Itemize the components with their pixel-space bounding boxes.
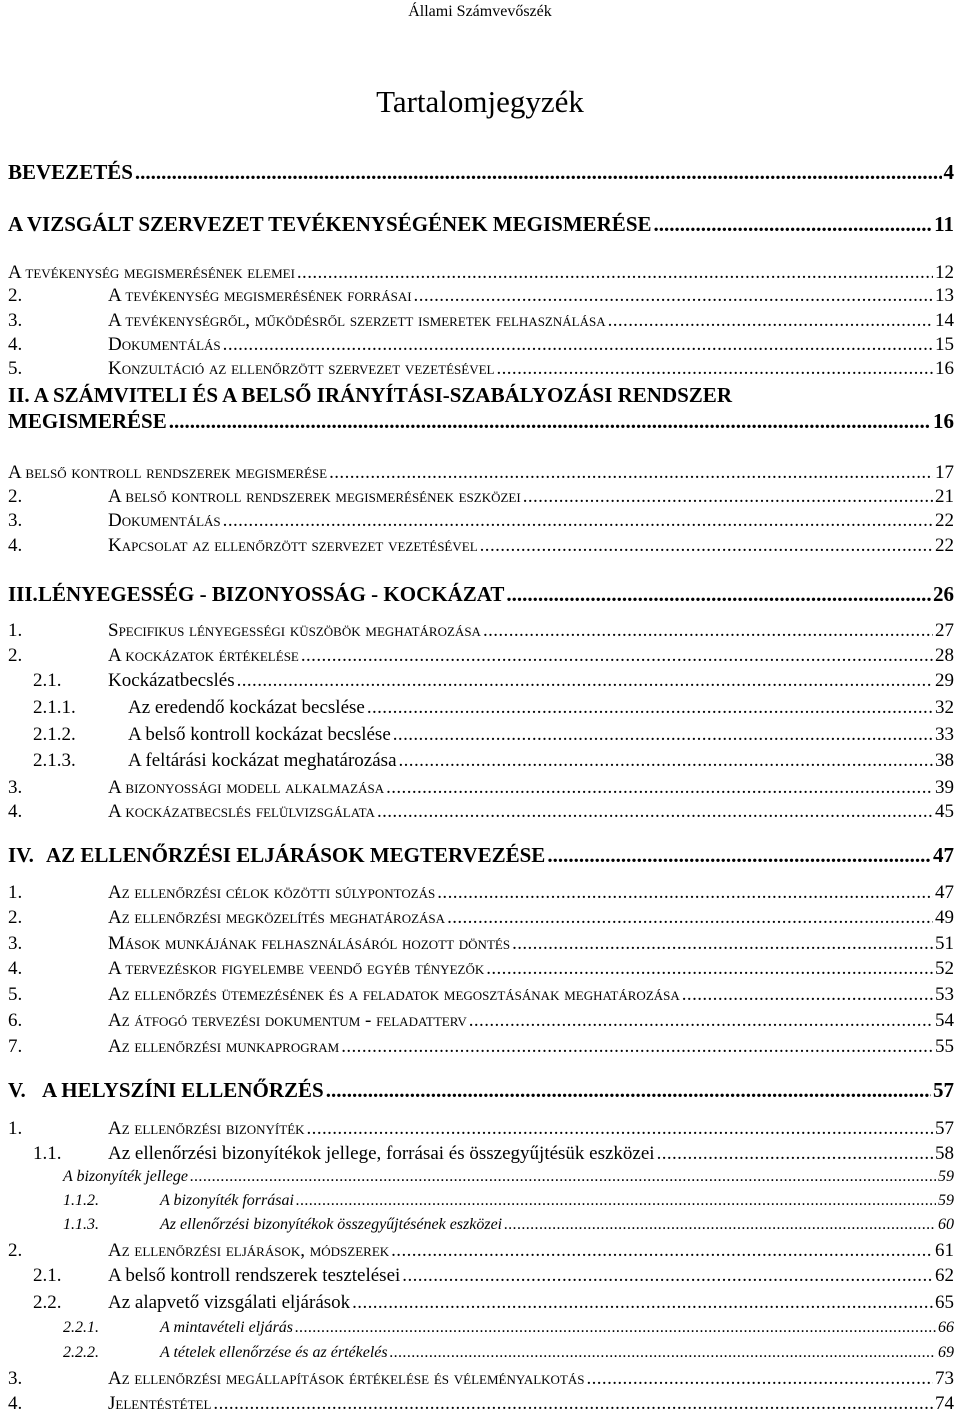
toc-page-number: 16 (933, 409, 954, 433)
toc-number: 1. (8, 620, 23, 641)
dot-leader (682, 984, 933, 1006)
toc-page-number: 38 (935, 750, 954, 771)
dot-leader (447, 907, 933, 929)
toc-entry[interactable] (8, 582, 954, 607)
toc-title: A mintavételi eljárás (160, 1319, 294, 1336)
toc-page-number: 17 (935, 462, 954, 483)
toc-entry[interactable] (8, 1036, 954, 1058)
toc-number: II. (8, 383, 34, 407)
dot-leader (377, 801, 933, 823)
toc-title: A belső kontroll rendszerek megismerésének eszközei (108, 486, 521, 507)
toc-page-number: 69 (938, 1344, 954, 1361)
toc-number: 4. (8, 535, 23, 556)
page-header: Állami Számvevőszék (408, 3, 552, 20)
toc-page-number: 57 (933, 1078, 954, 1102)
toc-title: Az ellenőrzési bizonyítékok jellege, forrásai és összegyűjtésük eszközei (108, 1143, 655, 1164)
toc-number: 1.1. (33, 1143, 62, 1164)
toc-page-number: 45 (935, 801, 954, 822)
toc-entry[interactable] (33, 1143, 954, 1165)
toc-title: Az ellenőrzési megállapítások értékelése és véleményalkotás (108, 1368, 585, 1389)
dot-leader (390, 1344, 936, 1362)
dot-leader (352, 1292, 933, 1314)
toc-number: 5. (8, 358, 23, 379)
toc-title: Az alapvető vizsgálati eljárások (108, 1292, 351, 1313)
dot-leader (301, 645, 933, 667)
dot-leader (295, 1319, 936, 1337)
toc-entry[interactable] (33, 1292, 954, 1314)
dot-leader (486, 958, 933, 980)
dot-leader (297, 262, 933, 284)
toc-title: Kapcsolat az ellenőrzött szervezet vezetésével (108, 535, 478, 556)
toc-title: A tevékenység megismerésének forrásai (108, 285, 412, 306)
toc-page-number: 27 (935, 620, 954, 641)
dot-leader (386, 777, 933, 799)
toc-title: Specifikus lényegességi küszöbök meghatározása (108, 620, 481, 641)
toc-number: 5. (8, 984, 23, 1005)
toc-page-number: 73 (935, 1368, 954, 1389)
toc-page-number: 57 (935, 1118, 954, 1139)
toc-page-number: 21 (935, 486, 954, 507)
toc-entry[interactable] (8, 801, 954, 823)
toc-page-number: 14 (935, 310, 954, 331)
toc-page-number: 51 (935, 933, 954, 954)
toc-number: 1.1.2. (63, 1192, 99, 1209)
toc-page-number: 16 (935, 358, 954, 379)
toc-entry[interactable] (8, 958, 954, 980)
dot-leader (307, 1118, 933, 1140)
toc-heading-line (8, 383, 954, 408)
dot-leader (326, 1078, 931, 1103)
toc-title: A SZÁMVITELI ÉS A BELSŐ IRÁNYÍTÁSI-SZABÁLYOZÁSI RENDSZER (33, 383, 732, 407)
dot-leader (506, 582, 931, 607)
toc-number: 2.1.1. (33, 697, 76, 718)
dot-leader (190, 1168, 936, 1186)
toc-entry[interactable] (33, 750, 954, 772)
toc-page-number: 65 (935, 1292, 954, 1313)
dot-leader (657, 1143, 933, 1165)
toc-entry[interactable] (8, 160, 954, 185)
toc-title: LÉNYEGESSÉG - BIZONYOSSÁG - KOCKÁZAT (38, 582, 505, 606)
toc-title: Dokumentálás (108, 510, 221, 531)
toc-entry[interactable] (33, 670, 954, 692)
toc-entry[interactable] (63, 1344, 954, 1362)
toc-entry[interactable] (8, 843, 954, 868)
toc-page-number: 59 (938, 1168, 954, 1185)
toc-entry[interactable] (8, 262, 954, 284)
toc-entry[interactable] (8, 212, 954, 237)
toc-entry[interactable] (8, 882, 954, 904)
toc-entry[interactable] (8, 1118, 954, 1140)
toc-entry[interactable] (8, 1240, 954, 1262)
toc-page-number: 47 (935, 882, 954, 903)
toc-title: A tervezéskor figyelembe veendő egyéb tényezők (108, 958, 485, 979)
toc-number: 3. (8, 1368, 23, 1389)
toc-page-number: 13 (935, 285, 954, 306)
dot-leader (213, 1393, 933, 1415)
dot-leader (414, 285, 933, 307)
toc-page-number: 47 (933, 843, 954, 867)
dot-leader (469, 1010, 933, 1032)
dot-leader (504, 1216, 936, 1234)
toc-title: A bizonyossági modell alkalmazása (108, 777, 385, 798)
toc-entry[interactable] (33, 697, 954, 719)
toc-title: Kockázatbecslés (108, 670, 235, 691)
toc-page-number: 61 (935, 1240, 954, 1261)
page-title: Tartalomjegyzék (376, 84, 584, 119)
toc-number: 3. (8, 933, 23, 954)
toc-entry[interactable] (8, 358, 954, 380)
toc-entry[interactable] (33, 724, 954, 746)
toc-entry[interactable] (63, 1192, 954, 1210)
toc-number: 2. (8, 486, 23, 507)
toc-page-number: 11 (934, 212, 954, 236)
toc-title: Az ellenőrzési megközelítés meghatározása (108, 907, 446, 928)
toc-title: A belső kontroll rendszerek tesztelései (108, 1265, 401, 1286)
toc-number: V. (8, 1078, 26, 1102)
toc-entry[interactable] (8, 777, 954, 799)
toc-number: 4. (8, 958, 23, 979)
toc-entry[interactable] (8, 620, 954, 642)
toc-entry[interactable] (8, 933, 954, 955)
toc-title: Az ellenőrzési bizonyítékok összegyűjtésének eszközei (160, 1216, 503, 1233)
toc-page-number: 62 (935, 1265, 954, 1286)
toc-entry[interactable] (8, 334, 954, 356)
toc-title: AZ ELLENŐRZÉSI ELJÁRÁSOK MEGTERVEZÉSE (46, 843, 546, 867)
toc-page-number: 58 (935, 1143, 954, 1164)
dot-leader (402, 1265, 933, 1287)
toc-title: A bizonyíték forrásai (160, 1192, 294, 1209)
toc-page-number: 59 (938, 1192, 954, 1209)
toc-number: 2.1. (33, 1265, 62, 1286)
toc-title: Mások munkájának felhasználásáról hozott döntés (108, 933, 511, 954)
toc-number: 3. (8, 310, 23, 331)
toc-number: 2. (8, 1240, 23, 1261)
toc-title: MEGISMERÉSE (8, 409, 167, 433)
dot-leader (523, 486, 933, 508)
toc-title: A feltárási kockázat meghatározása (128, 750, 397, 771)
toc-number: 2.2. (33, 1292, 62, 1313)
toc-entry[interactable] (8, 462, 954, 484)
toc-page-number: 4 (943, 160, 954, 184)
toc-page-number: 60 (938, 1216, 954, 1233)
toc-title: A belső kontroll rendszerek megismerése (8, 462, 328, 483)
toc-number: 6. (8, 1010, 23, 1031)
toc-number: 7. (8, 1036, 23, 1057)
toc-page-number: 66 (938, 1319, 954, 1336)
dot-leader (586, 1368, 933, 1390)
toc-entry[interactable] (8, 907, 954, 929)
toc-title: Jelentéstétel (108, 1393, 212, 1414)
toc-number: 2. (8, 907, 23, 928)
dot-leader (480, 535, 933, 557)
toc-page-number: 53 (935, 984, 954, 1005)
toc-page-number: 26 (933, 582, 954, 606)
toc-number: 1. (8, 1118, 23, 1139)
toc-page-number: 22 (935, 510, 954, 531)
toc-entry[interactable] (8, 1078, 954, 1103)
toc-number: 4. (8, 801, 23, 822)
toc-title: A bizonyíték jellege (63, 1168, 188, 1185)
toc-title: Az ellenőrzés ütemezésének és a feladatok megosztásának meghatározása (108, 984, 680, 1005)
toc-page-number: 52 (935, 958, 954, 979)
toc-page-number: 12 (935, 262, 954, 283)
dot-leader (483, 620, 933, 642)
toc-title: Dokumentálás (108, 334, 221, 355)
toc-page-number: 39 (935, 777, 954, 798)
toc-number: 2.2.1. (63, 1319, 99, 1336)
toc-number: 4. (8, 334, 23, 355)
toc-entry[interactable] (63, 1319, 954, 1337)
toc-number: 3. (8, 510, 23, 531)
dot-leader (223, 334, 933, 356)
toc-title: Az ellenőrzési munkaprogram (108, 1036, 340, 1057)
dot-leader (393, 724, 933, 746)
dot-leader (391, 1240, 933, 1262)
dot-leader (329, 462, 933, 484)
toc-number: 2.1.2. (33, 724, 76, 745)
toc-entry[interactable] (8, 1393, 954, 1415)
toc-entry[interactable] (8, 1010, 954, 1032)
dot-leader (547, 843, 931, 868)
toc-page-number: 15 (935, 334, 954, 355)
dot-leader (135, 160, 942, 185)
toc-title: A tevékenység megismerésének elemei (8, 262, 295, 283)
toc-entry[interactable] (8, 486, 954, 508)
toc-number: III. (8, 582, 38, 606)
toc-page-number: 28 (935, 645, 954, 666)
toc-page-number: 54 (935, 1010, 954, 1031)
toc-page-number: 49 (935, 907, 954, 928)
toc-entry[interactable] (8, 1368, 954, 1390)
toc-title: BEVEZETÉS (8, 160, 133, 184)
toc-title: Az ellenőrzési bizonyíték (108, 1118, 305, 1139)
toc-page-number: 29 (935, 670, 954, 691)
toc-entry[interactable] (8, 409, 954, 434)
dot-leader (341, 1036, 933, 1058)
toc-title: A tételek ellenőrzése és az értékelés (160, 1344, 388, 1361)
dot-leader (654, 212, 933, 237)
toc-number: 1. (8, 882, 23, 903)
toc-title: A belső kontroll kockázat becslése (128, 724, 391, 745)
toc-number: 4. (8, 1393, 23, 1414)
toc-entry[interactable] (8, 984, 954, 1006)
dot-leader (223, 510, 933, 532)
toc-title: Az átfogó tervezési dokumentum - feladatterv (108, 1010, 467, 1031)
toc-page-number: 55 (935, 1036, 954, 1057)
toc-number: 2.2.2. (63, 1344, 99, 1361)
dot-leader (237, 670, 933, 692)
dot-leader (296, 1192, 936, 1210)
toc-title: Az eredendő kockázat becslése (128, 697, 365, 718)
toc-number: IV. (8, 843, 34, 867)
toc-entry[interactable] (8, 310, 954, 332)
toc-number: 2. (8, 285, 23, 306)
toc-title: A kockázatok értékelése (108, 645, 299, 666)
toc-page-number: 74 (935, 1393, 954, 1414)
toc-title: Konzultáció az ellenőrzött szervezet vezetésével (108, 358, 495, 379)
toc-title: Az ellenőrzési célok közötti súlypontozás (108, 882, 436, 903)
toc-title: Az ellenőrzési eljárások, módszerek (108, 1240, 390, 1261)
toc-entry[interactable] (8, 285, 954, 307)
toc-number: 3. (8, 777, 23, 798)
toc-page-number: 22 (935, 535, 954, 556)
toc-entry[interactable] (33, 1265, 954, 1287)
toc-title: A tevékenységről, működésről szerzett ismeretek felhasználása (108, 310, 606, 331)
dot-leader (496, 358, 933, 380)
toc-title: A kockázatbecslés felülvizsgálata (108, 801, 375, 822)
toc-entry[interactable] (8, 645, 954, 667)
toc-number: 2. (8, 645, 23, 666)
toc-entry[interactable] (63, 1216, 954, 1234)
toc-title: A HELYSZÍNI ELLENŐRZÉS (42, 1078, 324, 1102)
dot-leader (608, 310, 933, 332)
toc-number: 2.1.3. (33, 750, 76, 771)
dot-leader (367, 697, 933, 719)
toc-title: A VIZSGÁLT SZERVEZET TEVÉKENYSÉGÉNEK MEGISMERÉSE (8, 212, 652, 236)
dot-leader (437, 882, 933, 904)
dot-leader (512, 933, 933, 955)
toc-number: 2.1. (33, 670, 62, 691)
toc-entry[interactable] (8, 510, 954, 532)
toc-page-number: 32 (935, 697, 954, 718)
toc-page-number: 33 (935, 724, 954, 745)
toc-entry[interactable] (63, 1168, 954, 1186)
dot-leader (169, 409, 931, 434)
dot-leader (399, 750, 934, 772)
toc-entry[interactable] (8, 535, 954, 557)
toc-number: 1.1.3. (63, 1216, 99, 1233)
